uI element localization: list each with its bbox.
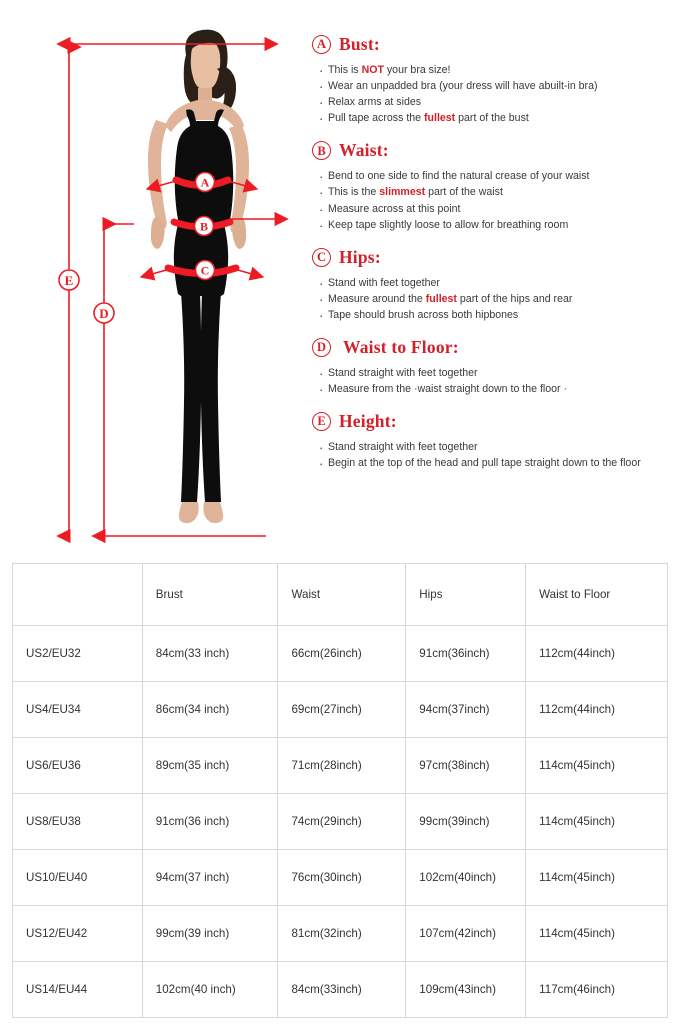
- cell-size: US8/EU38: [13, 794, 143, 850]
- cell-hips: 107cm(42inch): [406, 906, 526, 962]
- svg-text:E: E: [64, 273, 74, 288]
- column-header-waist-to-floor: Waist to Floor: [526, 564, 668, 626]
- cell-waist: 74cm(29inch): [278, 794, 406, 850]
- column-header-size: [13, 564, 143, 626]
- svg-text:D: D: [99, 306, 109, 321]
- table-row: [13, 738, 668, 794]
- section-header: [312, 337, 672, 358]
- list-item: · Bend to one side to find the natural crease of your waist: [312, 168, 672, 184]
- list-item: · Begin at the top of the head and pull tape straight down to the floor: [312, 455, 672, 471]
- svg-text:B: B: [199, 219, 209, 234]
- section-header: [312, 34, 672, 55]
- table-row: [13, 682, 668, 738]
- column-header-hips: Hips: [406, 564, 526, 626]
- cell-hips: 91cm(36inch): [406, 626, 526, 682]
- section-title: Height:: [339, 411, 397, 432]
- badge-a-icon: A: [312, 35, 331, 54]
- instruction-section-waist: [312, 140, 672, 232]
- list-item: · Measure around the fullest part of the hips and rear: [312, 291, 672, 307]
- cell-waist: 71cm(28inch): [278, 738, 406, 794]
- cell-brust: 94cm(37 inch): [142, 850, 278, 906]
- table-row: [13, 906, 668, 962]
- table-row: [13, 962, 668, 1018]
- list-item: · Wear an unpadded bra (your dress will have abuilt-in bra): [312, 78, 672, 94]
- cell-waist-to-floor: 112cm(44inch): [526, 682, 668, 738]
- cell-brust: 102cm(40 inch): [142, 962, 278, 1018]
- bullet-list: [312, 365, 672, 397]
- cell-waist-to-floor: 114cm(45inch): [526, 906, 668, 962]
- instruction-section-hips: [312, 247, 672, 323]
- svg-text:A: A: [200, 175, 210, 190]
- column-header-brust: Brust: [142, 564, 278, 626]
- badge-b-icon: B: [312, 141, 331, 160]
- cell-brust: 99cm(39 inch): [142, 906, 278, 962]
- figure-illustration: [0, 0, 300, 555]
- cell-hips: 102cm(40inch): [406, 850, 526, 906]
- table-body: [13, 626, 668, 1018]
- cell-waist: 69cm(27inch): [278, 682, 406, 738]
- cell-hips: 109cm(43inch): [406, 962, 526, 1018]
- list-item: · Tape should brush across both hipbones: [312, 307, 672, 323]
- list-item: · Relax arms at sides: [312, 94, 672, 110]
- table-row: [13, 794, 668, 850]
- table-header-row: [13, 564, 668, 626]
- list-item: · Stand with feet together: [312, 275, 672, 291]
- list-item: · Measure from the ·waist straight down to the floor ·: [312, 381, 672, 397]
- table-row: [13, 626, 668, 682]
- list-item: · Stand straight with feet together: [312, 439, 672, 455]
- cell-waist-to-floor: 114cm(45inch): [526, 850, 668, 906]
- cell-size: US4/EU34: [13, 682, 143, 738]
- cell-size: US14/EU44: [13, 962, 143, 1018]
- cell-waist-to-floor: 112cm(44inch): [526, 626, 668, 682]
- measurement-figure: [0, 0, 300, 555]
- svg-text:C: C: [200, 263, 210, 278]
- cell-hips: 99cm(39inch): [406, 794, 526, 850]
- bullet-list: [312, 62, 672, 126]
- section-header: [312, 247, 672, 268]
- cell-size: US12/EU42: [13, 906, 143, 962]
- cell-size: US2/EU32: [13, 626, 143, 682]
- cell-brust: 86cm(34 inch): [142, 682, 278, 738]
- cell-waist-to-floor: 114cm(45inch): [526, 738, 668, 794]
- cell-size: US10/EU40: [13, 850, 143, 906]
- badge-d-icon: D: [312, 338, 331, 357]
- section-header: [312, 140, 672, 161]
- list-item: · Measure across at this point: [312, 201, 672, 217]
- bullet-list: [312, 439, 672, 471]
- size-chart-table: [12, 563, 668, 1018]
- cell-hips: 97cm(38inch): [406, 738, 526, 794]
- cell-waist-to-floor: 117cm(46inch): [526, 962, 668, 1018]
- list-item: · Keep tape slightly loose to allow for breathing room: [312, 217, 672, 233]
- cell-hips: 94cm(37inch): [406, 682, 526, 738]
- column-header-waist: Waist: [278, 564, 406, 626]
- badge-c-icon: C: [312, 248, 331, 267]
- section-title: Waist:: [339, 140, 389, 161]
- cell-brust: 84cm(33 inch): [142, 626, 278, 682]
- cell-brust: 89cm(35 inch): [142, 738, 278, 794]
- cell-waist: 66cm(26inch): [278, 626, 406, 682]
- table-row: [13, 850, 668, 906]
- section-title: Bust:: [339, 34, 380, 54]
- instruction-section-bust: [312, 34, 672, 126]
- list-item: · This is the slimmest part of the waist: [312, 184, 672, 200]
- section-header: [312, 411, 672, 432]
- bullet-list: [312, 275, 672, 323]
- cell-size: US6/EU36: [13, 738, 143, 794]
- cell-waist: 76cm(30inch): [278, 850, 406, 906]
- instruction-section-height: [312, 411, 672, 471]
- list-item: · Pull tape across the fullest part of the bust: [312, 110, 672, 126]
- instructions-column: [312, 34, 672, 485]
- instruction-section-waist-to-floor: [312, 337, 672, 397]
- list-item: · Stand straight with feet together: [312, 365, 672, 381]
- list-item: · This is NOT your bra size!: [312, 62, 672, 78]
- section-title: Waist to Floor:: [343, 337, 459, 358]
- cell-brust: 91cm(36 inch): [142, 794, 278, 850]
- cell-waist: 84cm(33inch): [278, 962, 406, 1018]
- bullet-list: [312, 168, 672, 232]
- section-title: Hips:: [339, 246, 381, 267]
- cell-waist: 81cm(32inch): [278, 906, 406, 962]
- badge-e-icon: E: [312, 412, 331, 431]
- cell-waist-to-floor: 114cm(45inch): [526, 794, 668, 850]
